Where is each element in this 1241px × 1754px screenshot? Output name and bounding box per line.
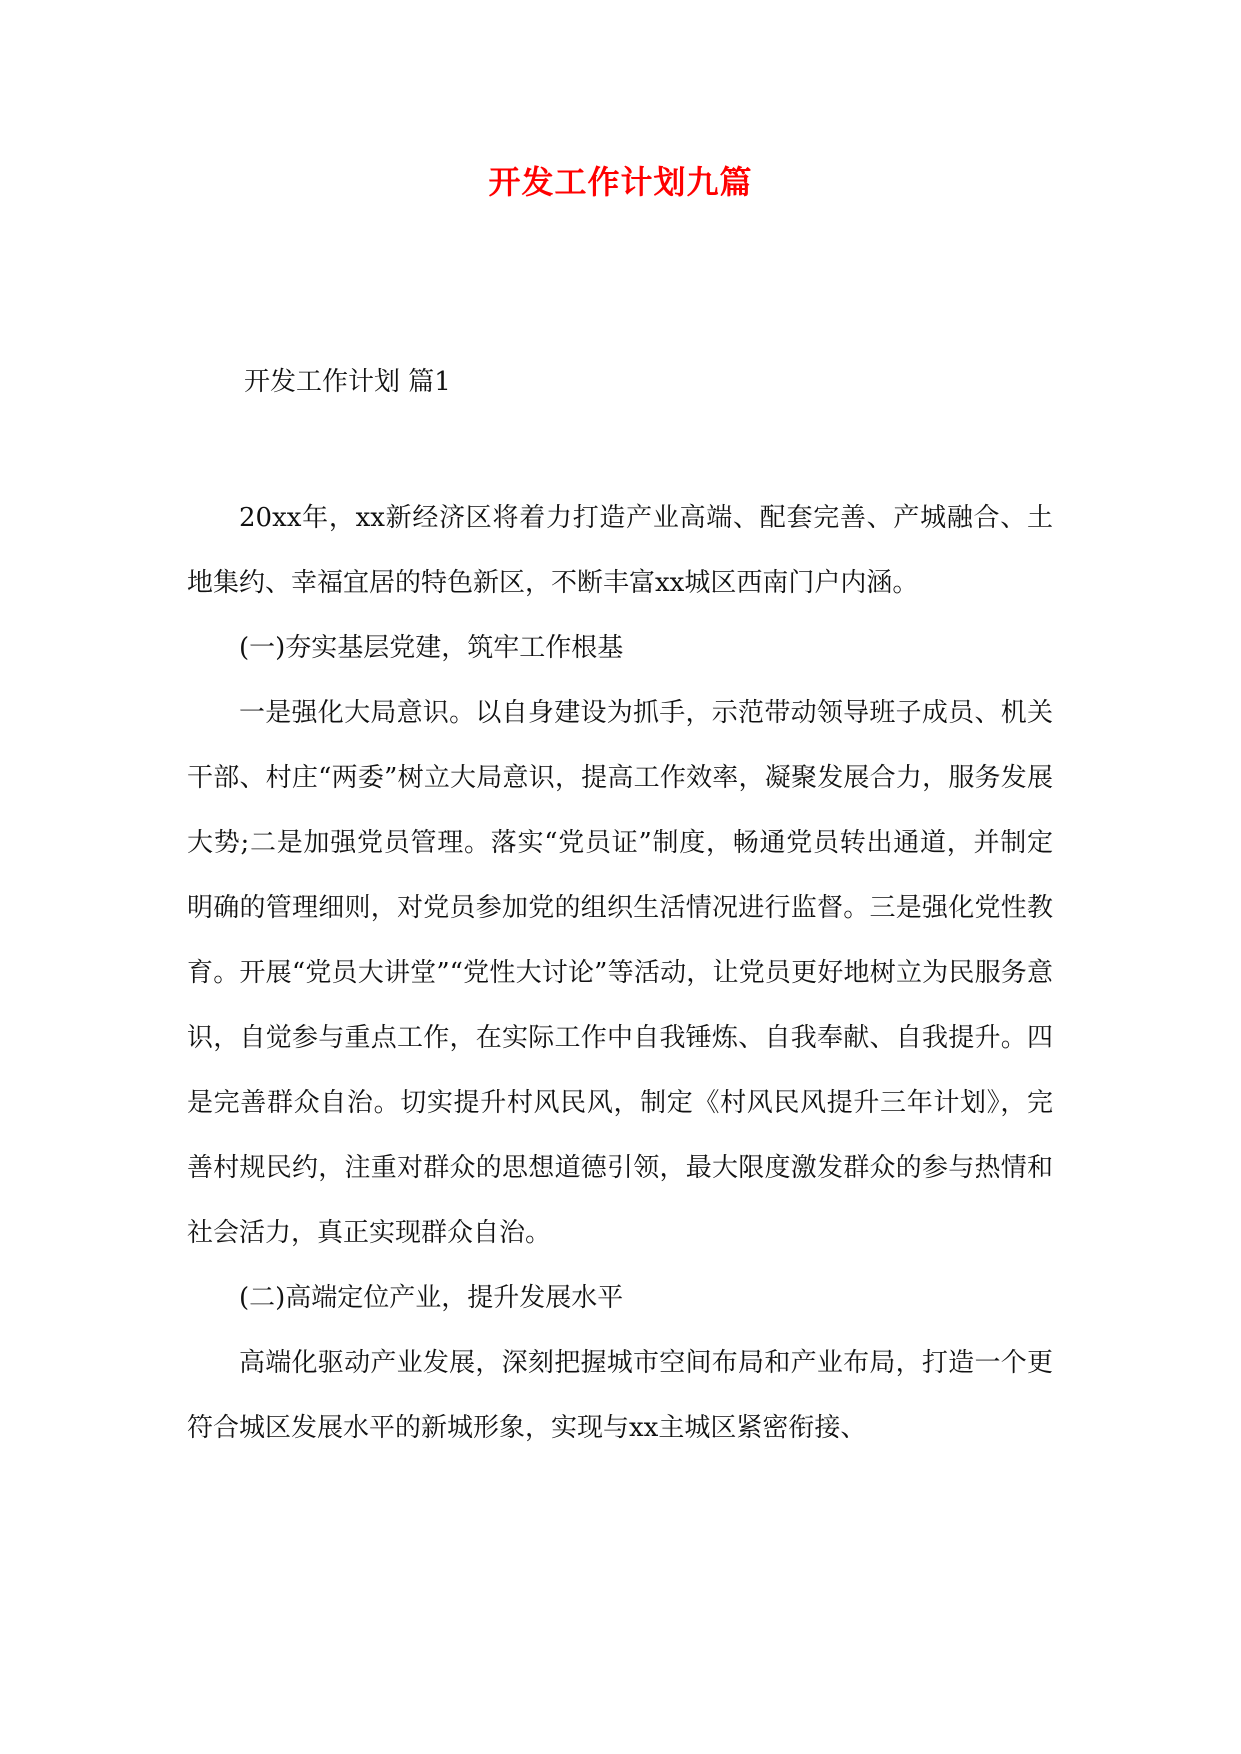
- paragraph-industry: 高端化驱动产业发展，深刻把握城市空间布局和产业布局，打造一个更符合城区发展水平的新城形象，实现与xx主城区紧密衔接、: [187, 1348, 1053, 1443]
- subheading-party-building: (一)夯实基层党建，筑牢工作根基: [239, 633, 624, 663]
- paragraph-intro: 20xx年，xx新经济区将着力打造产业高端、配套完善、产城融合、土地集约、幸福宜居的特色新区，不断丰富xx城区西南门户内涵。: [187, 503, 1053, 598]
- document-body: [187, 486, 1053, 1461]
- section-heading: 开发工作计划 篇1: [244, 367, 451, 397]
- subheading-industry: (二)高端定位产业，提升发展水平: [239, 1283, 624, 1313]
- document-title: 开发工作计划九篇: [488, 163, 753, 201]
- paragraph-party-building: 一是强化大局意识。以自身建设为抓手，示范带动领导班子成员、机关干部、村庄“两委”树立大局意识，提高工作效率，凝聚发展合力，服务发展大势;二是加强党员管理。落实“党员证”制度，畅通党员转出通道，并制定明确的管理细则，对党员参加党的组织生活情况进行监督。三是强化党性教育。开展“党员大讲堂”“党性大讨论”等活动，让党员更好地树立为民服务意识，自觉参与重点工作，在实际工作中自我锤炼、自我奉献、自我提升。四是完善群众自治。切实提升村风民风，制定《村风民风提升三年计划》，完善村规民约，注重对群众的思想道德引领，最大限度激发群众的参与热情和社会活力，真正实现群众自治。: [187, 698, 1053, 1248]
